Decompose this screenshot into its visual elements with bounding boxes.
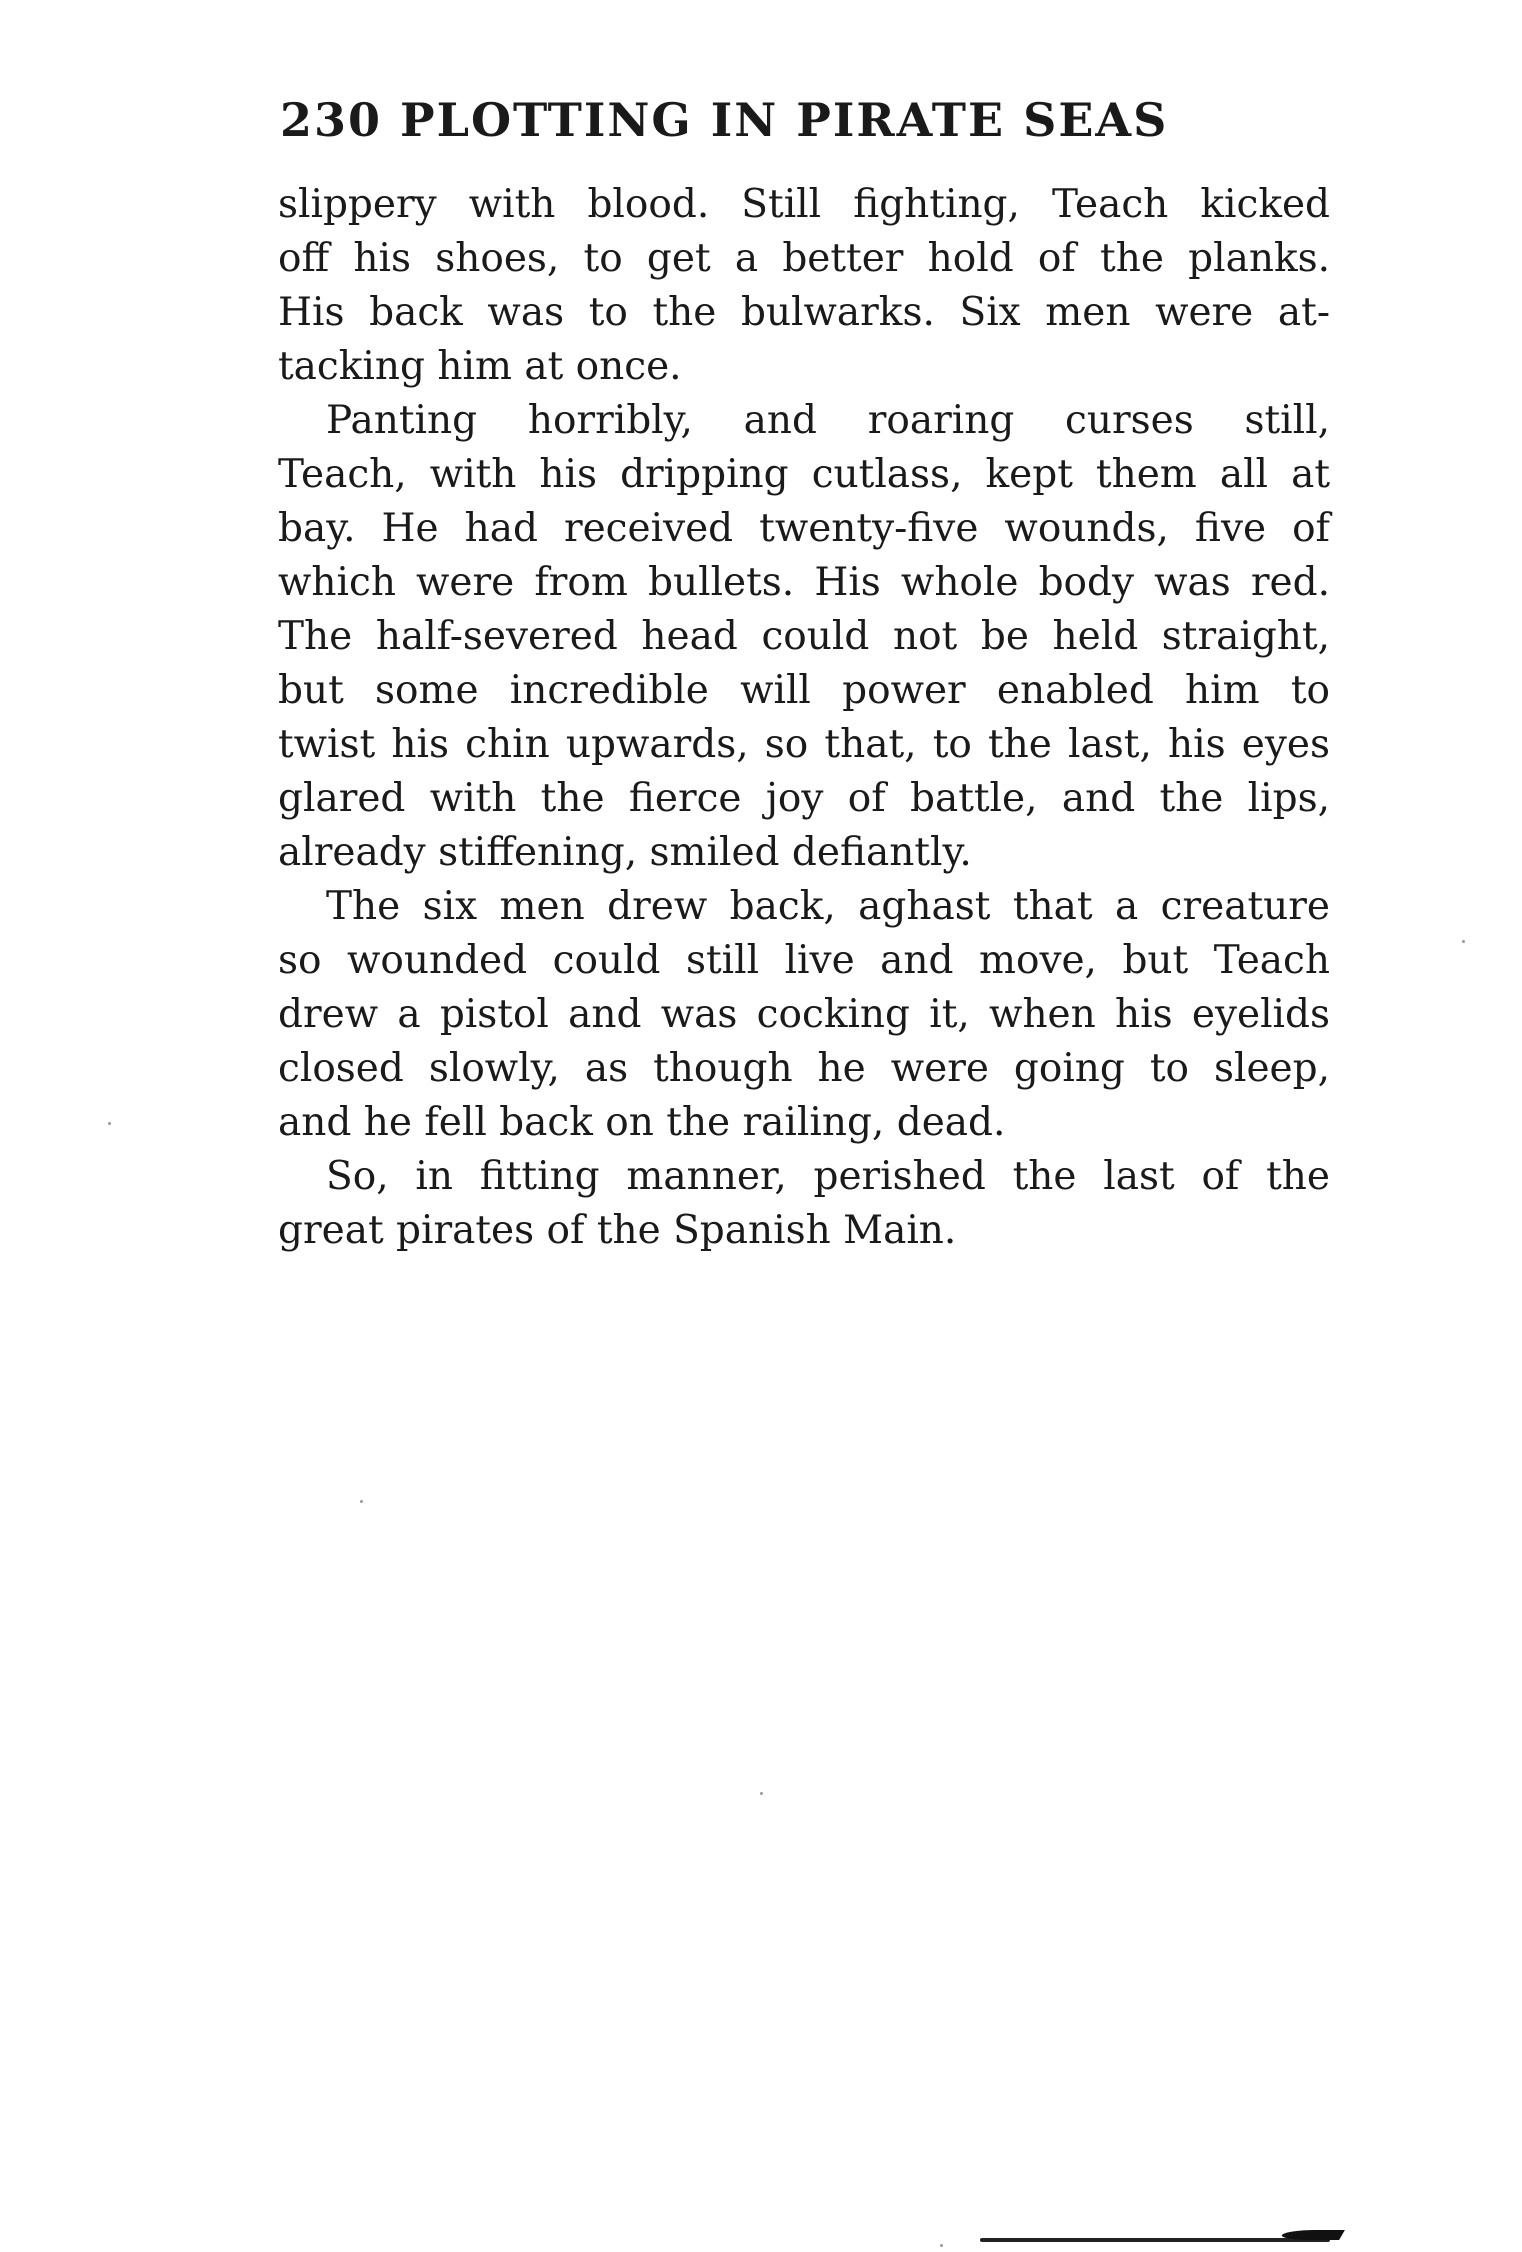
scan-speck (940, 2244, 943, 2247)
text-line: The half-severed head could not be held straight, (278, 614, 1330, 659)
text-line: but some incredible will power enabled him to (278, 668, 1330, 713)
text-line: So, in fitting manner, perished the last of the (326, 1154, 1330, 1199)
scan-speck (360, 1500, 363, 1503)
text-line: and he fell back on the railing, dead. (278, 1100, 1006, 1145)
text-line: closed slowly, as though he were going to sleep, (278, 1046, 1330, 1091)
text-line: twist his chin upwards, so that, to the last, his eyes (278, 722, 1330, 767)
paragraph (278, 178, 1330, 394)
scan-speck (760, 1792, 763, 1795)
text-line: The six men drew back, aghast that a creature (326, 884, 1330, 929)
text-line: so wounded could still live and move, but Teach (278, 938, 1330, 983)
paragraph (278, 394, 1330, 880)
text-line: Panting horribly, and roaring curses still, (326, 398, 1330, 443)
text-line: great pirates of the Spanish Main. (278, 1208, 957, 1253)
text-line: off his shoes, to get a better hold of the planks. (278, 236, 1330, 281)
page-number: 230 (280, 93, 383, 147)
text-line: slippery with blood. Still fighting, Teach kicked (278, 182, 1330, 227)
running-title: PLOTTING IN PIRATE SEAS (400, 93, 1169, 147)
text-line: which were from bullets. His whole body was red. (278, 560, 1330, 605)
scan-speck (108, 1122, 111, 1125)
text-line: already stiffening, smiled defiantly. (278, 830, 972, 875)
text-line: drew a pistol and was cocking it, when his eyelids (278, 992, 1330, 1037)
text-line: Teach, with his dripping cutlass, kept them all at (278, 452, 1330, 497)
body-text (278, 178, 1330, 1258)
text-line: glared with the fierce joy of battle, and the lips, (278, 776, 1330, 821)
text-line: His back was to the bulwarks. Six men were at- (278, 290, 1330, 335)
text-line: bay. He had received twenty-five wounds, five of (278, 506, 1330, 551)
paragraph (278, 880, 1330, 1150)
text-line: tacking him at once. (278, 344, 682, 389)
running-head (280, 92, 1340, 148)
page-edge-shadow (980, 2238, 1330, 2242)
scan-speck (1462, 940, 1465, 943)
paragraph (278, 1150, 1330, 1258)
